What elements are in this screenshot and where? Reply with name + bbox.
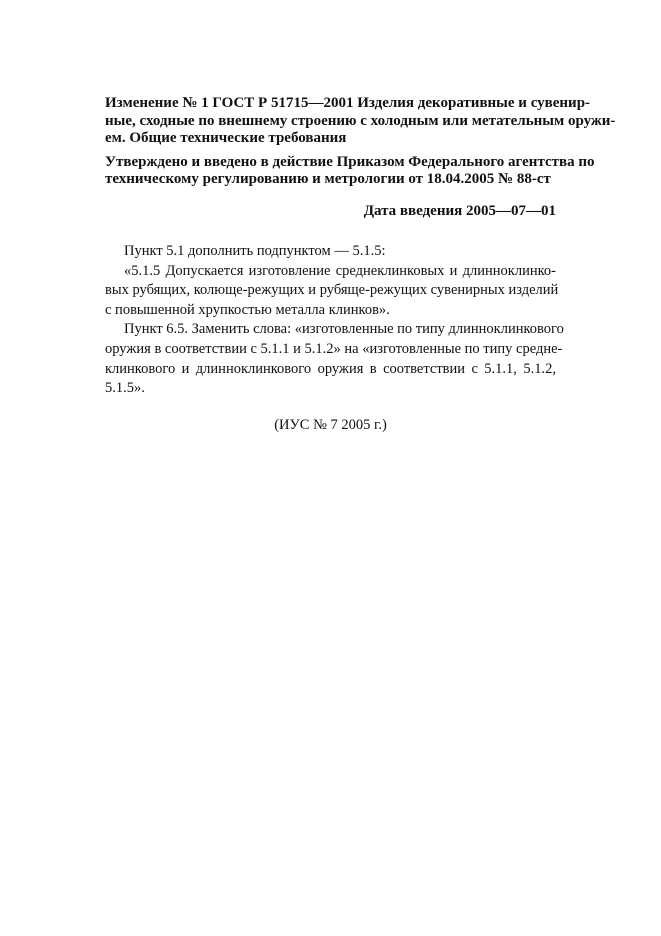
body-line: Пункт 6.5. Заменить слова: «изготовленные по типу длинноклинкового	[124, 321, 564, 338]
approval-line: техническому регулированию и метрологии от 18.04.2005 № 88-ст	[105, 171, 551, 187]
body-line: клинкового и длинноклинкового оружия в соответствии с 5.1.1, 5.1.2,	[105, 360, 556, 377]
approval-line: Утверждено и введено в действие Приказом Федерального агентства по	[105, 153, 595, 170]
body-line: «5.1.5 Допускается изготовление среднеклинковых и длинноклинко-	[124, 262, 556, 279]
body-line: с повышенной хрупкостью металла клинков».	[105, 301, 390, 318]
amendment-title-line: ем. Общие технические требования	[105, 130, 347, 146]
body-line: оружия в соответствии с 5.1.1 и 5.1.2» на «изготовленные по типу средне-	[105, 340, 563, 357]
source-reference: (ИУС № 7 2005 г.)	[274, 416, 387, 433]
document-page	[105, 95, 616, 435]
amendment-body	[105, 242, 564, 399]
body-line: вых рубящих, колюще-режущих и рубяще-режущих сувенирных изделий	[105, 282, 559, 299]
amendment-title-line: Изменение № 1 ГОСТ Р 51715—2001 Изделия декоративные и сувенир-	[105, 95, 591, 111]
date-introduced: Дата введения 2005—07—01	[363, 202, 556, 219]
amendment-title	[105, 95, 616, 148]
approval-statement	[105, 153, 595, 189]
body-line: 5.1.5».	[105, 380, 145, 397]
amendment-title-line: ные, сходные по внешнему строению с холодным или метательным оружи-	[105, 112, 616, 129]
body-line: Пункт 5.1 дополнить подпунктом — 5.1.5:	[124, 243, 386, 259]
